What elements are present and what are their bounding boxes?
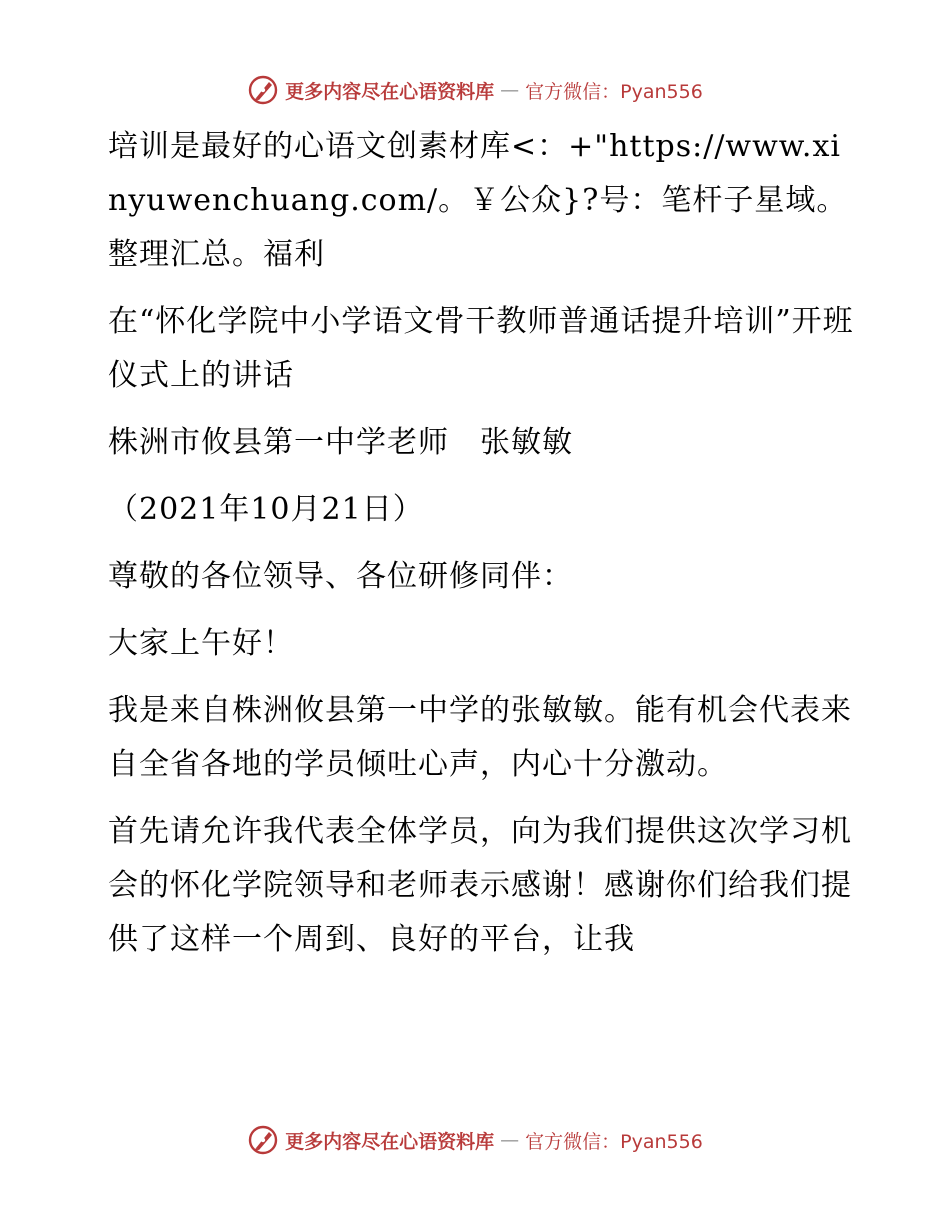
- footer-watermark-banner: [0, 1120, 950, 1160]
- quill-pen-logo-icon: [247, 1124, 279, 1156]
- paragraph-title: 在“怀化学院中小学语文骨干教师普通话提升培训”开班仪式上的讲话: [108, 304, 854, 393]
- banner-main-text: 更多内容尽在心语资料库: [285, 80, 495, 103]
- banner-separator: —: [500, 1129, 520, 1151]
- paragraph-author: 株洲市攸县第一中学老师 张敏敏: [108, 425, 573, 460]
- quill-pen-logo-icon: [247, 74, 279, 106]
- paragraph-source-note: 培训是最好的心语文创素材库<：+"https://www.xinyuwenchuang.com/。￥公众}?号：笔杆子星域。整理汇总。福利: [108, 129, 848, 272]
- banner-wechat-text: 官方微信：Pyan556: [525, 80, 703, 103]
- banner-separator: —: [500, 79, 520, 101]
- paragraph-greeting: 大家上午好！: [108, 626, 294, 661]
- document-body: [98, 120, 858, 980]
- paragraph-date: （2021年10月21日）: [108, 492, 424, 527]
- banner-main-text: 更多内容尽在心语资料库: [285, 1130, 495, 1153]
- paragraph-salutation: 尊敬的各位领导、各位研修同伴：: [108, 559, 573, 594]
- banner-wechat-text: 官方微信：Pyan556: [525, 1130, 703, 1153]
- paragraph-thanks: 首先请允许我代表全体学员，向为我们提供这次学习机会的怀化学院领导和老师表示感谢！感谢你们给我们提供了这样一个周到、良好的平台，让我: [108, 814, 852, 957]
- paragraph-introduction: 我是来自株洲攸县第一中学的张敏敏。能有机会代表来自全省各地的学员倾吐心声，内心十分激动。: [108, 693, 852, 782]
- header-watermark-banner: [0, 70, 950, 110]
